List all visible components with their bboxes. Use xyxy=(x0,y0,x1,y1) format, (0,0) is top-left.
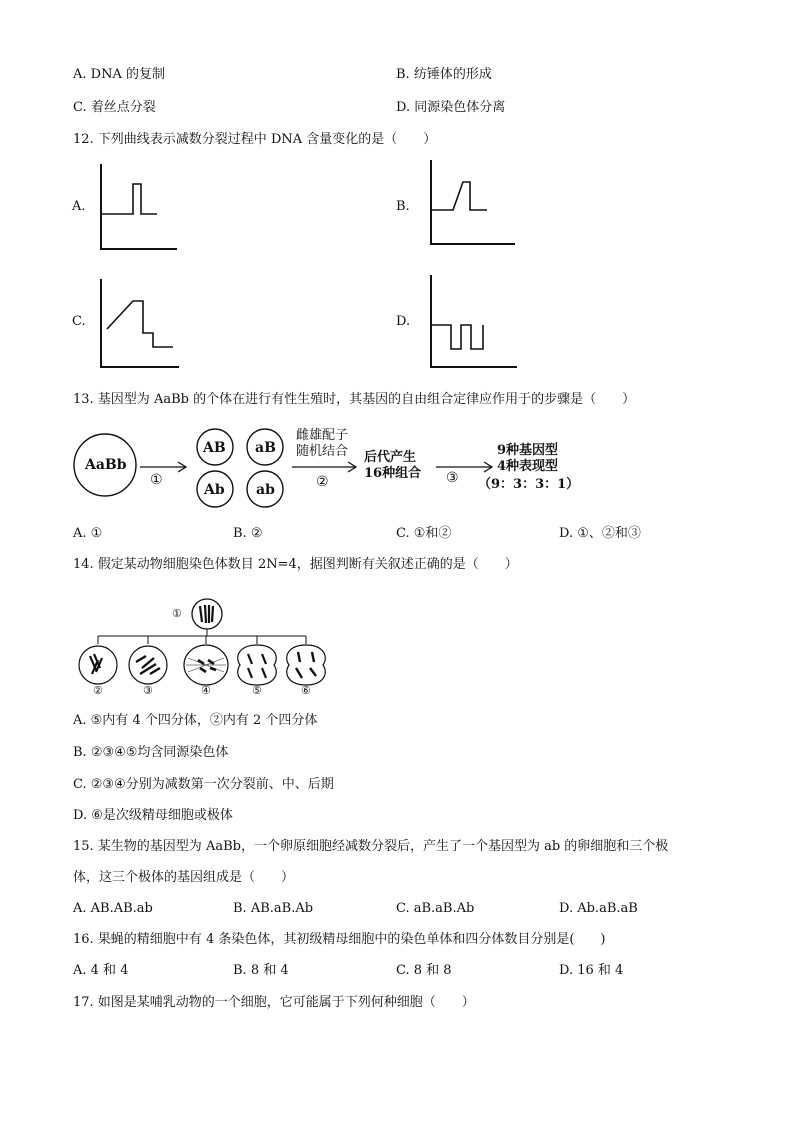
q16-option-b: B. 8 和 4 xyxy=(233,963,289,978)
cell-3 xyxy=(129,646,167,684)
q11-option-d: D. 同源染色体分离 xyxy=(396,100,506,115)
q12-graph-d xyxy=(425,273,520,371)
cell-5 xyxy=(238,645,277,685)
q16-option-c: C. 8 和 8 xyxy=(396,963,452,978)
q13-gamete-4: ab xyxy=(256,482,275,498)
q13-option-c: C. ①和② xyxy=(396,526,452,541)
q13-step1-label: ① xyxy=(150,472,163,488)
q13-result-3: （9：3：3：1） xyxy=(478,477,580,492)
q12-graph-a xyxy=(95,162,185,252)
q16-option-a: A. 4 和 4 xyxy=(73,963,129,978)
cell-label-6: ⑥ xyxy=(301,684,311,697)
q13-option-b: B. ② xyxy=(233,526,263,541)
q13-stem: 13. 基因型为 AaBb 的个体在进行有性生殖时，其基因的自由组合定律应作用于的步骤是（ ） xyxy=(73,392,636,407)
q13-result-2: 4种表现型 xyxy=(497,459,559,474)
q14-option-b: B. ②③④⑤均含同源染色体 xyxy=(73,745,229,760)
cell-label-5: ⑤ xyxy=(252,684,262,697)
arrow-step3 xyxy=(436,462,492,472)
q13-option-a: A. ① xyxy=(73,526,103,541)
q15-option-d: D. Ab.aB.aB xyxy=(559,901,638,916)
q12-stem: 12. 下列曲线表示减数分裂过程中 DNA 含量变化的是（ ） xyxy=(73,132,437,147)
cell-label-3: ③ xyxy=(143,684,153,697)
q13-result-1: 9种基因型 xyxy=(497,443,559,458)
q11-option-c: C. 着丝点分裂 xyxy=(73,100,156,115)
cell-label-2: ② xyxy=(93,684,103,697)
q13-option-d: D. ①、②和③ xyxy=(559,526,641,541)
q14-stem: 14. 假定某动物细胞染色体数目 2N=4，据图判断有关叙述正确的是（ ） xyxy=(73,557,518,572)
q12-label-c: C. xyxy=(72,314,86,329)
q15-option-b: B. AB.aB.Ab xyxy=(233,901,314,916)
q11-option-b: B. 纺锤体的形成 xyxy=(396,67,492,82)
q13-step2-text-2: 随机结合 xyxy=(296,444,349,459)
q12-graph-c xyxy=(95,277,190,372)
arrow-step1 xyxy=(140,462,186,472)
q16-option-d: D. 16 和 4 xyxy=(559,963,624,978)
cell-1-chromosomes xyxy=(200,605,213,623)
q13-offspring-1: 后代产生 xyxy=(364,450,417,465)
q14-option-d: D. ⑥是次级精母细胞或极体 xyxy=(73,808,233,823)
q13-step2-label: ② xyxy=(316,474,329,490)
cell-label-4: ④ xyxy=(201,684,211,697)
arrow-step2 xyxy=(292,462,356,472)
q13-gamete-2: aB xyxy=(255,440,276,456)
q13-parent-label: AaBb xyxy=(85,457,127,473)
q13-step2-text-1: 雌雄配子 xyxy=(296,428,349,443)
q14-option-a: A. ⑤内有 4 个四分体，②内有 2 个四分体 xyxy=(73,713,318,728)
q13-offspring-2: 16种组合 xyxy=(364,466,422,481)
q15-stem-line1: 15. 某生物的基因型为 AaBb，一个卵原细胞经减数分裂后，产生了一个基因型为 ab 的卵细胞和三个极 xyxy=(73,839,669,854)
q13-step3-label: ③ xyxy=(446,470,459,486)
q17-stem: 17. 如图是某哺乳动物的一个细胞，它可能属于下列何种细胞（ ） xyxy=(73,995,475,1010)
q15-stem-line2: 体，这三个极体的基因组成是（ ） xyxy=(73,870,295,885)
q12-graph-b xyxy=(425,158,520,248)
q11-option-a: A. DNA 的复制 xyxy=(73,67,165,82)
q12-label-d: D. xyxy=(396,314,411,329)
q15-option-c: C. aB.aB.Ab xyxy=(396,901,475,916)
cell-label-1: ① xyxy=(172,607,182,620)
q15-option-a: A. AB.AB.ab xyxy=(73,901,153,916)
cell-1 xyxy=(192,599,222,629)
q12-label-b: B. xyxy=(396,199,410,214)
cell-6 xyxy=(287,645,326,685)
q13-gamete-3: Ab xyxy=(204,482,225,498)
q12-label-a: A. xyxy=(72,199,86,214)
q14-option-c: C. ②③④分别为减数第一次分裂前、中、后期 xyxy=(73,777,334,792)
q16-stem: 16. 果蝇的精细胞中有 4 条染色体，其初级精母细胞中的染色单体和四分体数目分别是( ) xyxy=(73,932,606,947)
q13-gamete-1: AB xyxy=(203,440,226,456)
